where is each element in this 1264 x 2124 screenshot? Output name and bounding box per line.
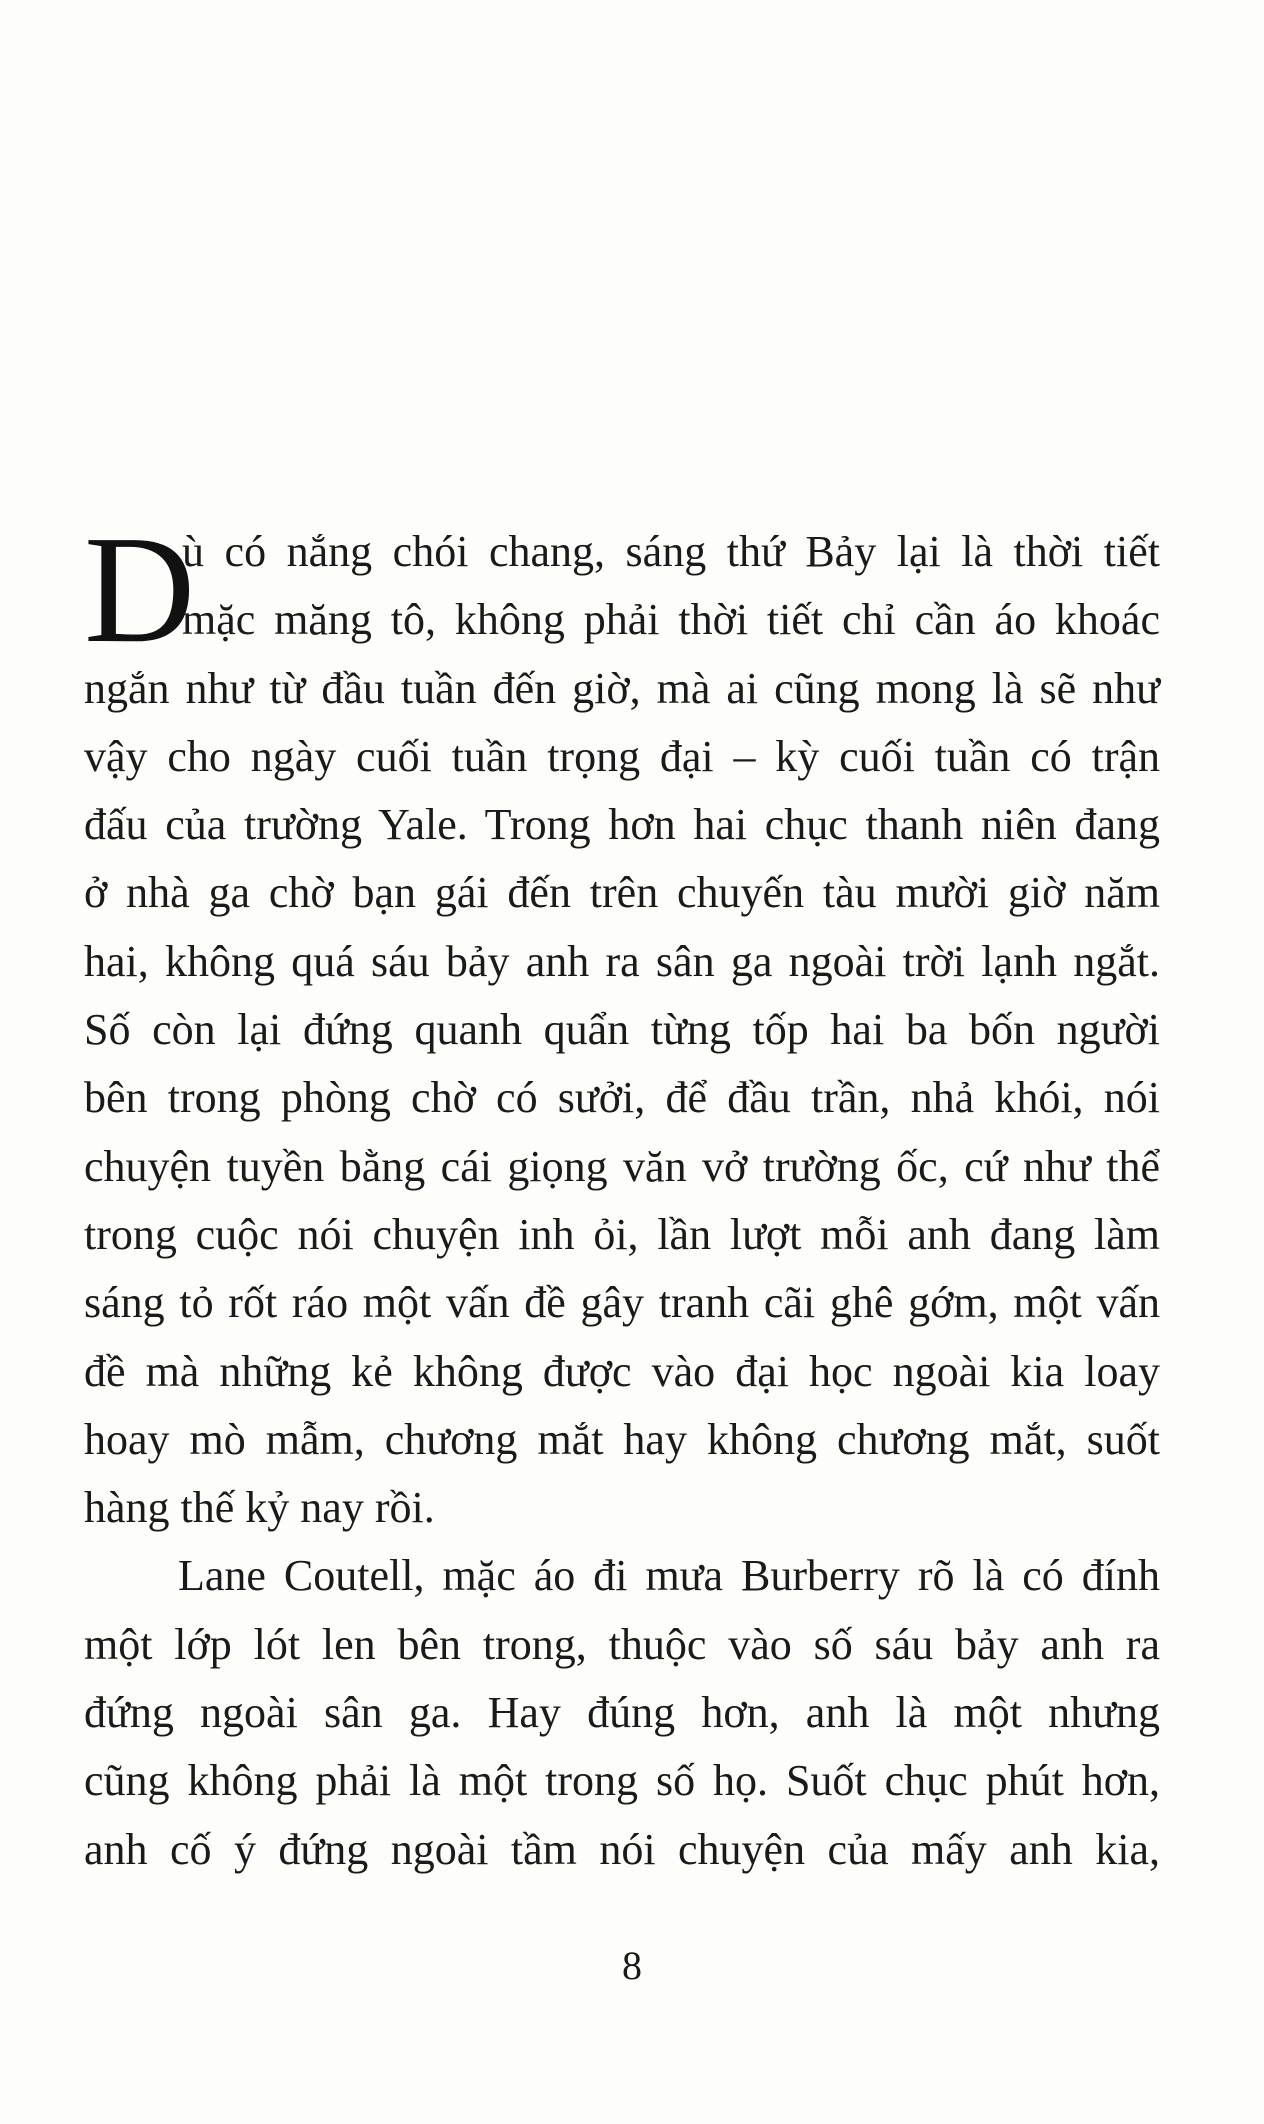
text-line: đứng ngoài sân ga. Hay đúng hơn, anh là một nhưng xyxy=(84,1688,1160,1738)
body-text xyxy=(84,505,1160,1884)
drop-cap-letter: D xyxy=(84,505,196,675)
text-line: ở nhà ga chờ bạn gái đến trên chuyến tàu mười giờ năm xyxy=(84,868,1160,918)
text-line: anh cố ý đứng ngoài tầm nói chuyện của mấy anh kia, xyxy=(84,1824,1160,1874)
text-line: hai, không quá sáu bảy anh ra sân ga ngoài trời lạnh ngắt. xyxy=(84,936,1160,986)
text-line: sáng tỏ rốt ráo một vấn đề gây tranh cãi ghê gớm, một vấn xyxy=(84,1278,1160,1328)
text-line: đấu của trường Yale. Trong hơn hai chục thanh niên đang xyxy=(84,800,1160,850)
text-line: cũng không phải là một trong số họ. Suốt chục phút hơn, xyxy=(84,1756,1160,1806)
text-line: ngắn như từ đầu tuần đến giờ, mà ai cũng mong là sẽ như xyxy=(84,663,1160,713)
text-line: Số còn lại đứng quanh quẩn từng tốp hai ba bốn người xyxy=(84,1005,1160,1055)
text-line: Lane Coutell, mặc áo đi mưa Burberry rõ là có đính xyxy=(178,1551,1160,1601)
text-line: trong cuộc nói chuyện inh ỏi, lần lượt mỗi anh đang làm xyxy=(84,1209,1160,1259)
text-line: một lớp lót len bên trong, thuộc vào số sáu bảy anh ra xyxy=(84,1619,1160,1669)
text-line: chuyện tuyền bằng cái giọng văn vở trường ốc, cứ như thể xyxy=(84,1141,1160,1191)
text-line: ù có nắng chói chang, sáng thứ Bảy lại là thời tiết xyxy=(182,527,1160,576)
text-line: hoay mò mẫm, chương mắt hay không chương mắt, suốt xyxy=(84,1414,1160,1464)
text-line: mặc măng tô, không phải thời tiết chỉ cần áo khoác xyxy=(182,595,1160,645)
text-line: đề mà những kẻ không được vào đại học ngoài kia loay xyxy=(84,1346,1160,1396)
text-line: bên trong phòng chờ có sưởi, để đầu trần, nhả khói, nói xyxy=(84,1073,1160,1123)
text-line: vậy cho ngày cuối tuần trọng đại – kỳ cuối tuần có trận xyxy=(84,731,1160,781)
text-line: hàng thế kỷ nay rồi. xyxy=(84,1483,435,1533)
page-number: 8 xyxy=(622,1943,642,1988)
